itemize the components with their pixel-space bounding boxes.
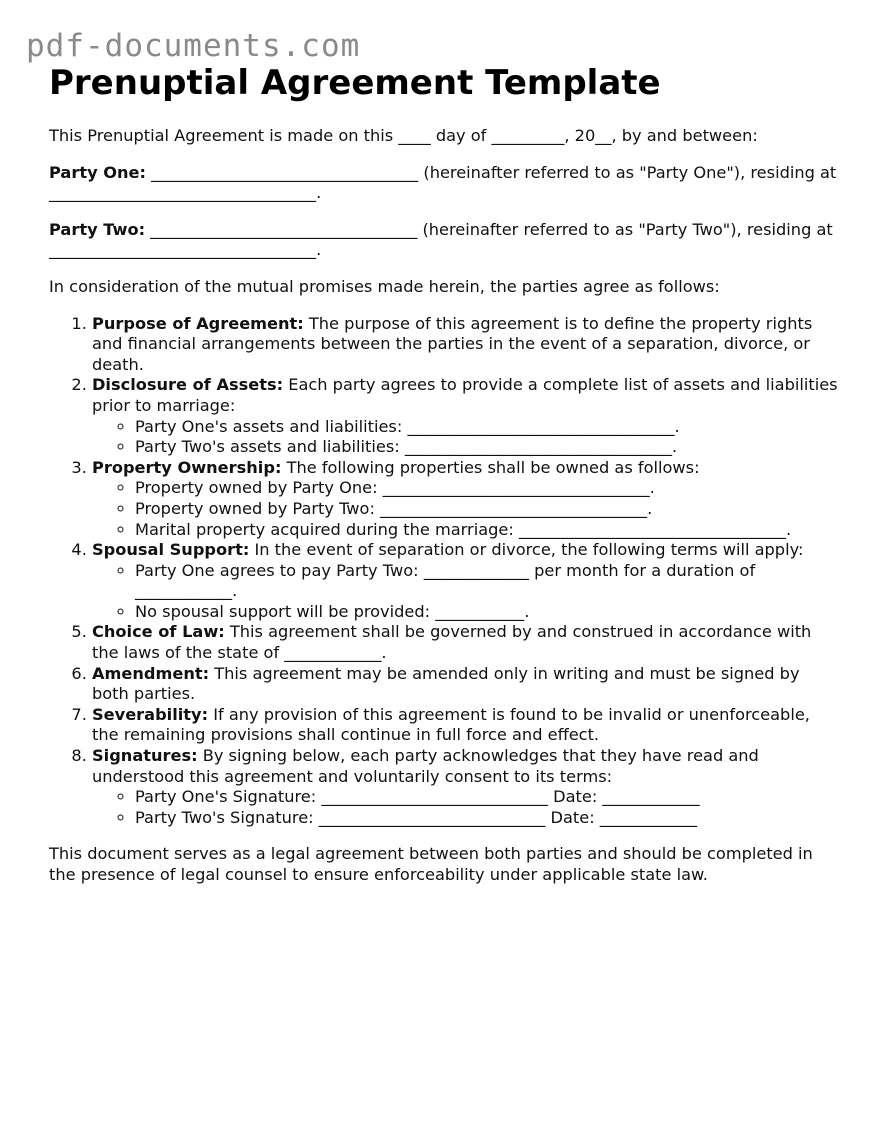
consideration-paragraph: In consideration of the mutual promises made herein, the parties agree as follows:: [49, 276, 720, 296]
disclosure-sublist: [92, 417, 839, 458]
section-text: By signing below, each party acknowledges that they have read and understood this agreement and voluntarily consent to its terms:: [92, 746, 759, 786]
section-text: In the event of separation or divorce, the following terms will apply:: [249, 540, 804, 560]
spousal-support-sublist: [92, 561, 839, 623]
party-one-text: _________________________________ (hereinafter referred to as "Party One"), residing at _________________________________.: [49, 162, 837, 203]
section-choice-of-law: [92, 622, 839, 663]
section-spousal-support: [92, 540, 839, 622]
section-text: The purpose of this agreement is to define the property rights and financial arrangements between the parties in the event of a separation, divorce, or death.: [92, 313, 813, 374]
party-one-label: Party One:: [49, 162, 146, 182]
section-signatures: [92, 746, 839, 828]
list-item: ◦ Party One agrees to pay Party Two: _____________ per month for a duration of ____________.: [135, 561, 839, 602]
site-watermark: pdf-documents.com: [26, 28, 361, 64]
signatures-sublist: [92, 787, 839, 828]
section-property: [92, 458, 839, 540]
section-title: Disclosure of Assets:: [92, 375, 284, 395]
property-sublist: [92, 478, 839, 540]
list-item: ◦ Party One's assets and liabilities: _________________________________.: [135, 417, 839, 438]
section-amendment: [92, 664, 839, 705]
document-page: [49, 62, 839, 886]
list-item: ◦ Party Two's Signature: ____________________________ Date: ____________: [135, 808, 839, 829]
party-one-paragraph: [49, 163, 839, 204]
document-title: Prenuptial Agreement Template: [49, 63, 661, 103]
list-item: ◦ Marital property acquired during the marriage: _________________________________.: [135, 520, 839, 541]
section-title: Signatures:: [92, 746, 198, 766]
section-text: The following properties shall be owned as follows:: [281, 457, 700, 477]
section-severability: [92, 705, 839, 746]
section-title: Spousal Support:: [92, 540, 250, 560]
list-item: ◦ Party One's Signature: ____________________________ Date: ____________: [135, 787, 839, 808]
party-two-text: _________________________________ (hereinafter referred to as "Party Two"), residing at _________________________________.: [49, 219, 833, 260]
section-title: Property Ownership:: [92, 457, 282, 477]
section-title: Choice of Law:: [92, 622, 225, 642]
party-two-paragraph: [49, 220, 839, 261]
agreement-sections-list: [49, 314, 839, 829]
section-title: Severability:: [92, 704, 209, 724]
list-item: ◦ No spousal support will be provided: ___________.: [135, 602, 839, 623]
list-item: ◦ Party Two's assets and liabilities: _________________________________.: [135, 437, 839, 458]
section-text: This agreement may be amended only in writing and must be signed by both parties.: [92, 663, 800, 704]
section-disclosure: [92, 375, 839, 457]
list-item: ◦ Property owned by Party Two: _________________________________.: [135, 499, 839, 520]
section-title: Amendment:: [92, 663, 210, 683]
intro-paragraph: This Prenuptial Agreement is made on this ____ day of _________, 20__, by and between:: [49, 126, 758, 145]
closing-paragraph: This document serves as a legal agreement between both parties and should be completed in the presence of legal counsel to ensure enforceability under applicable state law.: [49, 844, 813, 884]
section-title: Purpose of Agreement:: [92, 313, 304, 333]
list-item: ◦ Property owned by Party One: _________________________________.: [135, 478, 839, 499]
party-two-label: Party Two:: [49, 219, 146, 239]
section-purpose: [92, 314, 839, 376]
section-text: Each party agrees to provide a complete list of assets and liabilities prior to marriage:: [92, 375, 838, 415]
section-text: If any provision of this agreement is found to be invalid or unenforceable, the remaining provisions shall continue in full force and effect.: [92, 704, 810, 745]
section-text: This agreement shall be governed by and construed in accordance with the laws of the state of ____________.: [92, 622, 812, 663]
